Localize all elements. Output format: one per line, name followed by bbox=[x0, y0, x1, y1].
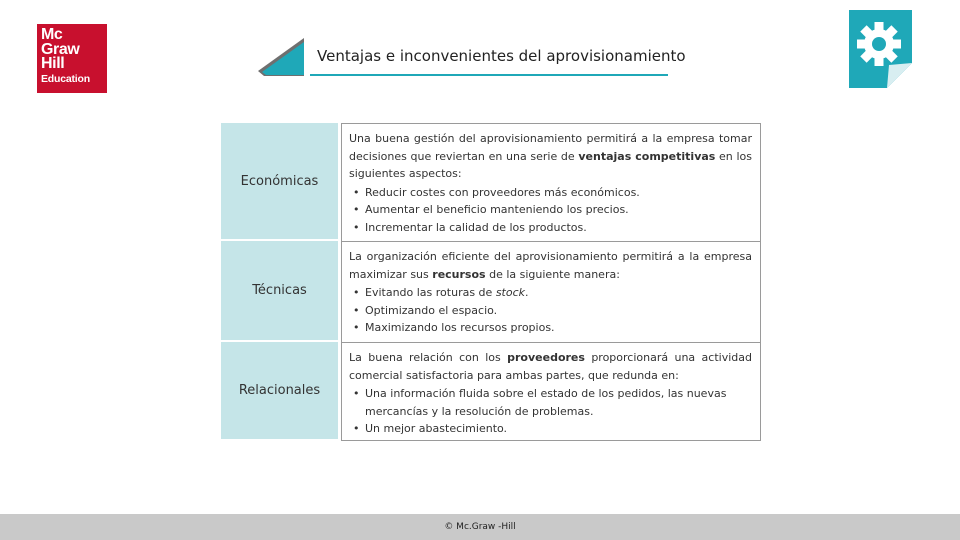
intro-text: de la siguiente manera: bbox=[485, 267, 620, 281]
category-economicas: Económicas bbox=[221, 123, 338, 241]
list-item-text: Evitando las roturas de bbox=[365, 286, 496, 299]
logo-line-graw: Graw bbox=[41, 40, 80, 58]
page-title: Ventajas e inconvenientes del aprovisionamiento bbox=[317, 47, 686, 65]
description-intro bbox=[349, 130, 752, 183]
intro-bold: ventajas competitivas bbox=[578, 149, 716, 163]
bullet-list bbox=[349, 385, 752, 438]
intro-bold: recursos bbox=[432, 267, 486, 281]
list-item bbox=[349, 284, 752, 302]
intro-text: proporcionará una actividad comercial satisfactoria para ambas partes, que redunda en: bbox=[349, 351, 752, 382]
list-item: • Reducir costes con proveedores más económicos. bbox=[349, 184, 752, 202]
list-item: • Maximizando los recursos propios. bbox=[349, 319, 752, 337]
description-relacionales bbox=[341, 342, 761, 441]
title-underline bbox=[310, 74, 668, 76]
list-item: • Optimizando el espacio. bbox=[349, 302, 752, 320]
bullet-list bbox=[349, 184, 752, 237]
copyright-text: © Mc.Graw -Hill bbox=[444, 522, 516, 532]
advantages-table bbox=[221, 123, 761, 441]
description-tecnicas bbox=[341, 241, 761, 342]
mcgraw-hill-logo bbox=[37, 24, 107, 93]
list-item-text: . bbox=[525, 286, 529, 299]
logo-line-education: Education bbox=[41, 72, 90, 85]
logo-line-hill: Hill bbox=[41, 55, 65, 72]
list-item: • Aumentar el beneficio manteniendo los precios. bbox=[349, 201, 752, 219]
intro-text: La buena relación con los bbox=[349, 351, 508, 364]
list-item: • Incrementar la calidad de los productos. bbox=[349, 219, 752, 237]
intro-text: La organización eficiente del aprovisionamiento permitirá a la empresa maximizar sus bbox=[349, 250, 752, 281]
description-intro bbox=[349, 248, 752, 283]
description-intro bbox=[349, 349, 752, 384]
category-relacionales: Relacionales bbox=[221, 342, 338, 441]
bullet-list bbox=[349, 284, 752, 337]
description-economicas bbox=[341, 123, 761, 241]
intro-text: Una buena gestión del aprovisionamiento permitirá a la empresa tomar decisiones que reviertan en una serie de bbox=[349, 132, 752, 163]
intro-text: en los siguientes aspectos: bbox=[349, 149, 752, 180]
category-tecnicas: Técnicas bbox=[221, 241, 338, 342]
gear-icon bbox=[849, 10, 912, 88]
title-decoration-icon bbox=[258, 38, 308, 76]
intro-bold: proveedores bbox=[507, 351, 585, 364]
list-item-italic: stock bbox=[495, 286, 526, 299]
list-item: • Una información fluida sobre el estado de los pedidos, las nuevas mercancías y la resolución de problemas. bbox=[349, 385, 752, 420]
footer-bar bbox=[0, 514, 960, 540]
list-item: • Un mejor abastecimiento. bbox=[349, 420, 752, 438]
logo-line-mc: Mc bbox=[41, 26, 63, 43]
